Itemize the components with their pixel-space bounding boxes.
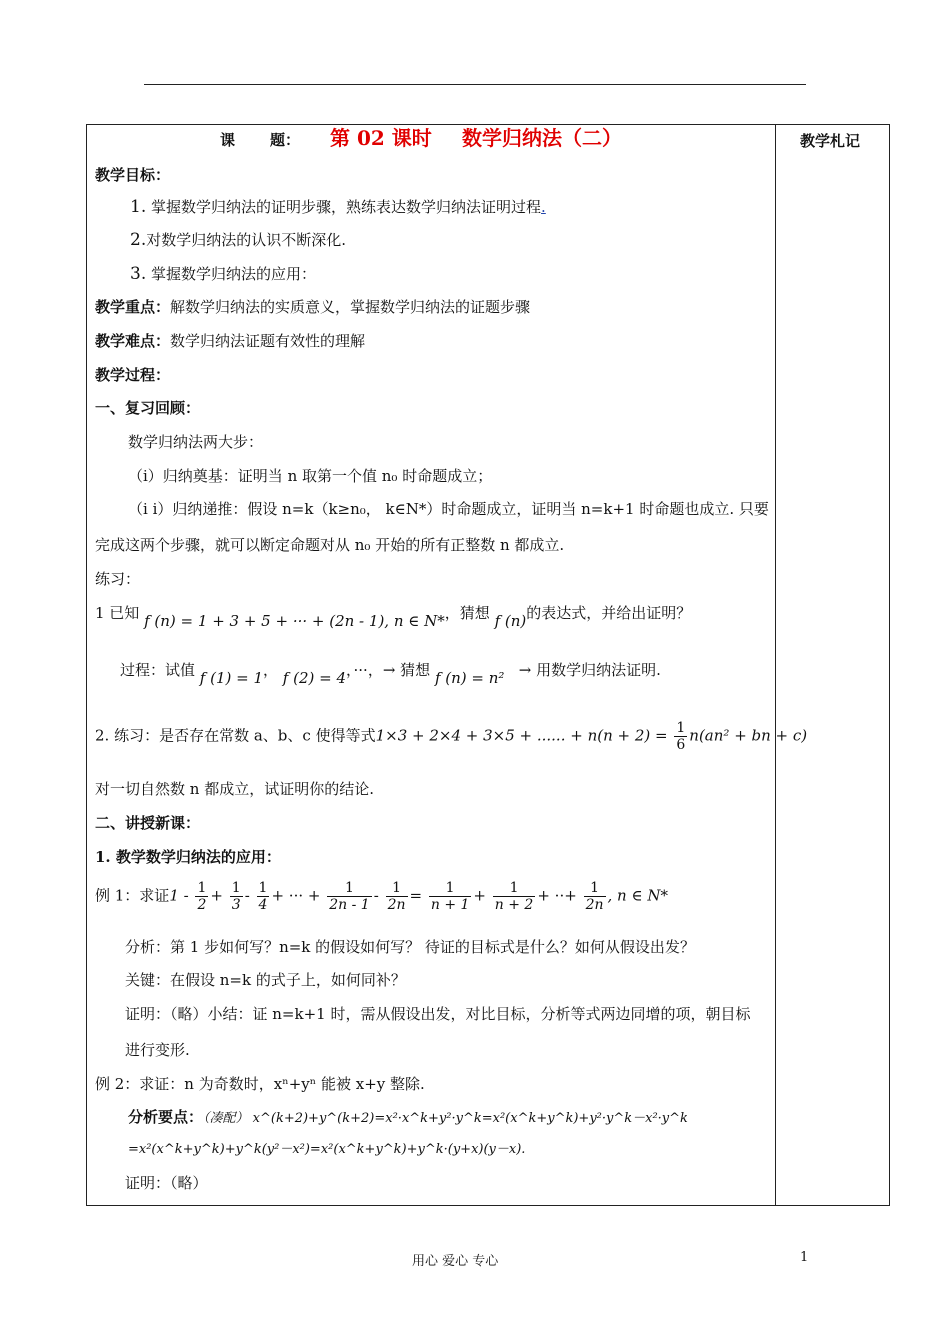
practice-2-cont: 对一切自然数 n 都成立，试证明你的结论.: [95, 780, 374, 798]
practice-2: 2. 练习：是否存在常数 a、b、c 使得等式1×3 + 2×4 + 3×5 + ...... + n(n + 2) = $\frac{1}{6}$ n(an² + bn + c): [95, 720, 808, 754]
example-2-proof: 证明：（略）: [125, 1174, 208, 1192]
fraction: $\frac{1}{3}$: [231, 880, 241, 914]
review-step1: （i）归纳奠基：证明当 n 取第一个值 n₀ 时命题成立；: [128, 467, 493, 485]
objectives-heading: 教学目标：: [95, 166, 171, 184]
footer-slogan: 用心 爱心 专心: [412, 1254, 499, 1269]
lesson-number: 第 02 课时: [330, 126, 432, 150]
example-1-proof-cont: 进行变形.: [125, 1041, 190, 1059]
practice-1: 1 已知 f (n) = 1 + 3 + 5 + ··· + (2n - 1), n ∈ N*，猜想 f (n)的表达式，并给出证明？: [95, 604, 692, 630]
side-column-title: 教学札记: [800, 132, 861, 150]
fraction: $\frac{1}{2}$: [197, 880, 207, 914]
review-heading: 一、复习回顾：: [95, 399, 201, 417]
process-heading: 教学过程：: [95, 366, 171, 384]
fraction: $\frac{1}{4}$: [258, 880, 268, 914]
review-step2-cont: 完成这两个步骤，就可以断定命题对从 n₀ 开始的所有正整数 n 都成立.: [95, 536, 565, 554]
review-intro: 数学归纳法两大步：: [128, 433, 264, 451]
page-number: 1: [800, 1250, 809, 1265]
example-1-proof: 证明：（略）小结：证 n=k+1 时，需从假设出发，对比目标，分析等式两边同增的项，朝目标: [125, 1005, 751, 1023]
objective-item: 1. 掌握数学归纳法的证明步骤，熟练表达数学归纳法证明过程.: [130, 197, 546, 217]
lesson-title: 数学归纳法（二）: [462, 126, 622, 150]
new-lesson-heading: 二、讲授新课：: [95, 814, 201, 832]
new-lesson-sub1: 1. 教学数学归纳法的应用：: [95, 848, 281, 866]
practice-label: 练习：: [95, 570, 141, 588]
fraction: $\frac{1}{n + 2}$: [494, 880, 534, 914]
review-step2: （i i）归纳递推：假设 n=k（k≥n₀， k∈N*）时命题成立，证明当 n=k+1 时命题也成立. 只要: [128, 500, 769, 518]
example-1-key: 关键：在假设 n=k 的式子上，如何同补？: [125, 971, 406, 989]
example-2: 例 2：求证：n 为奇数时，xⁿ+yⁿ 能被 x+y 整除.: [95, 1075, 425, 1093]
fraction: $\frac{1}{2n}$: [387, 880, 406, 914]
title-label-ke: 课: [220, 131, 236, 149]
fraction: $\frac{1}{2n - 1}$: [329, 880, 370, 914]
fraction: $\frac{1}{2n}$: [585, 880, 604, 914]
objective-item: 3. 掌握数学归纳法的应用：: [130, 264, 317, 284]
example-1-analysis: 分析：第 1 步如何写？n=k 的假设如何写？ 待证的目标式是什么？如何从假设出发？: [125, 938, 695, 956]
example-2-analysis-cont: =x²(x^k+y^k)+y^k(y²－x²)=x²(x^k+y^k)+y^k·(y+x)(y－x).: [128, 1142, 526, 1157]
practice-1-process: 过程：试值 f (1) = 1， f (2) = 4，···，→ 猜想 f (n) = n² → 用数学归纳法证明.: [120, 661, 661, 687]
example-2-analysis: 分析要点：（凑配） x^(k+2)+y^(k+2)=x²·x^k+y²·y^k=x²(x^k+y^k)+y²·y^k－x²·y^k: [128, 1108, 688, 1126]
column-divider: [775, 124, 776, 1206]
objective-item: 2.对数学归纳法的认识不断深化.: [130, 230, 347, 250]
fraction: $\frac{1}{6}$: [676, 720, 686, 754]
header-rule: [144, 84, 806, 85]
difficulty: 教学难点：数学归纳法证题有效性的理解: [95, 332, 366, 350]
title-label-ti: 题：: [270, 131, 301, 149]
example-1: 例 1：求证1 - $\frac{1}{2}$ + $\frac{1}{3}$ - $\frac{1}{4}$ + ··· + $\frac{1}{2n - 1}$ - $\frac{1}{2n}$ = $\frac{1}{n + 1}$ + $\frac{1}{n + 2}$ + ··+ $\frac{1}{2n}$ , n ∈ N*: [95, 880, 668, 914]
fraction: $\frac{1}{n + 1}$: [430, 880, 470, 914]
key-point: 教学重点：解数学归纳法的实质意义，掌握数学归纳法的证题步骤: [95, 298, 531, 316]
